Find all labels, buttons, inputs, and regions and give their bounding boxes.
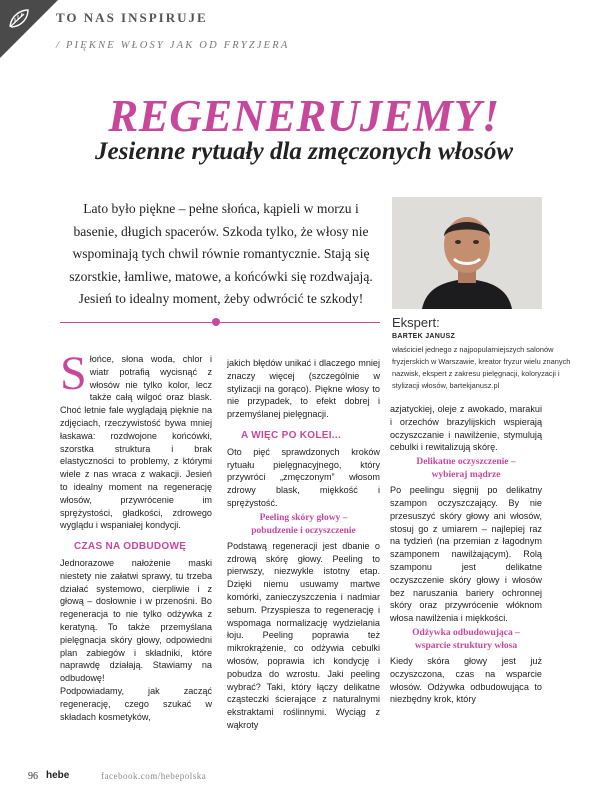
article-subtitle: Jesienne rytuały dla zmęczonych włosów bbox=[94, 138, 514, 165]
drop-cap: S bbox=[60, 347, 87, 400]
paragraph: Oto pięć sprawdzonych kroków rytuału pielęgnacyjnego, który przywróci „zmęczonym” włosom zdrowy blask, miękkość i sprężystość. bbox=[227, 446, 380, 508]
article-title: REGENERUJEMY! bbox=[108, 91, 500, 141]
paragraph: azjatyckiej, oleje z awokado, marakui i orzechów brazylijskich wspierają oczyszczanie i nawilżenie, stymulują cebulki i rewitalizują skórę. bbox=[390, 404, 542, 453]
subheading: Peeling skóry głowy – pobudzenie i oczyszczenie bbox=[251, 512, 356, 536]
paragraph: jakich błędów unikać i dlaczego mniej znaczy więcej (szczególnie w stylizacji na gorąco). Piękne włosy to nie przypadek, to efekt dobrej i przemyślanej pielęgnacji. bbox=[227, 358, 380, 420]
section-subkicker: / PIĘKNE WŁOSY JAK OD FRYZJERA bbox=[56, 40, 290, 51]
expert-name: BARTEK JANUSZ bbox=[392, 333, 456, 340]
column-2 bbox=[227, 357, 380, 732]
divider-line bbox=[60, 322, 380, 323]
expert-label: Ekspert: bbox=[392, 315, 440, 330]
subheading: Delikatne oczyszczenie – wybieraj mądrze bbox=[416, 457, 516, 481]
paragraph: Kiedy skóra głowy jest już oczyszczona, czas na wsparcie włosów. Odżywka odbudowująca to niezbędny krok, który bbox=[390, 655, 542, 705]
section-heading: CZAS NA ODBUDOWĘ bbox=[74, 541, 187, 553]
section-kicker: TO NAS INSPIRUJE bbox=[56, 10, 208, 25]
subheading: Odżywka odbudowująca – wsparcie struktury włosa bbox=[412, 627, 520, 651]
leaf-icon bbox=[6, 6, 32, 32]
column-3 bbox=[390, 403, 542, 706]
expert-photo bbox=[392, 197, 542, 309]
paragraph: Jednorazowe nałożenie maski niestety nie załatwi sprawy, tu trzeba działać systemowo, cierpliwie i z głową – dosłownie i w przenośni. Bo regeneracja to nie tylko odżywka z keratyną. To także przemyślana pielęgnacja skóry głowy, odpowiedni plan zabiegów i składniki, które naprawdę działają. Stawiamy na odbudowę! bbox=[60, 557, 212, 684]
paragraph: Podpowiadamy, jak zacząć regenerację, czego szukać w składach kosmetyków, bbox=[60, 685, 212, 722]
column-1 bbox=[60, 347, 212, 723]
paragraph: Słońce, słona woda, chlor i wiatr potrafią wycisnąć z włosów nie tylko kolor, lecz także całą wilgoć oraz blask. Choć letnie fale wyglądają pięknie na zdjęciach, rzeczywistość bywa mniej łaskawa: rozdwojone końcówki, szorstka struktura i brak elastyczności to problemy, z którymi wiele z nas wraca z wakacji. Jesień to idealny moment na regenerację włosów, przywrócenie im sprężystości, gładkości, zdrowego wyglądu i wspaniałej kondycji. bbox=[60, 347, 212, 531]
lead-paragraph: Lato było piękne – pełne słońca, kąpieli w morzu i basenie, długich spacerów. Szkoda tylko, że włosy nie wspominają tych chwil równie romantycznie. Stają się szorstkie, łamliwe, matowe, a końcówki się rozdwajają. Jesień to idealny moment, żeby odwrócić te szkody! bbox=[69, 201, 373, 306]
paragraph: Po peelingu sięgnij po delikatny szampon oczyszczający. By nie przesuszyć skóry głowy ani włosów, stosuj go z umiarem – najlepiej raz na tydzień (na przemian z łagodnym szamponem nawilżającym). Rolą szamponu jest delikatne oczyszczenie skóry głowy i włosów bez naruszania bariery ochronnej skóry oraz przywrócenie włóknom włosa nawilżenia i miękkości. bbox=[390, 485, 542, 624]
page-number: 96 bbox=[28, 771, 38, 782]
expert-description: właściciel jednego z najpopularniejszych salonów fryzjerskich w Warszawie, kreator fryzur wielu znanych nazwisk, ekspert z zakresu pielęgnacji, koloryzacji i stylizacji włosów, bartekjanusz.pl bbox=[392, 345, 571, 390]
brand-logo: hebe bbox=[46, 770, 70, 781]
section-heading: A WIĘC PO KOLEI... bbox=[241, 429, 342, 441]
divider-dot bbox=[212, 318, 220, 326]
paragraph: Podstawą regeneracji jest dbanie o zdrową skórę głowy. Peeling to pierwszy, niezwykle istotny etap. Dzięki niemu usuwamy martwe komórki, zanieczyszczenia i nadmiar sebum. Przyspiesza to regenerację i wspomaga normalizację wydzielania łoju. Peeling poprawia też mikrokrążenie, co odżywia cebulki włosów, poprawia ich kondycję i pobudza do wzrostu. Jaki peeling wybrać? Taki, który łączy delikatne cząsteczki ścierające z naturalnymi ekstraktami roślinnymi. Wyciąg z wąkroty bbox=[227, 540, 380, 730]
footer-link[interactable]: facebook.com/hebepolska bbox=[101, 771, 207, 781]
